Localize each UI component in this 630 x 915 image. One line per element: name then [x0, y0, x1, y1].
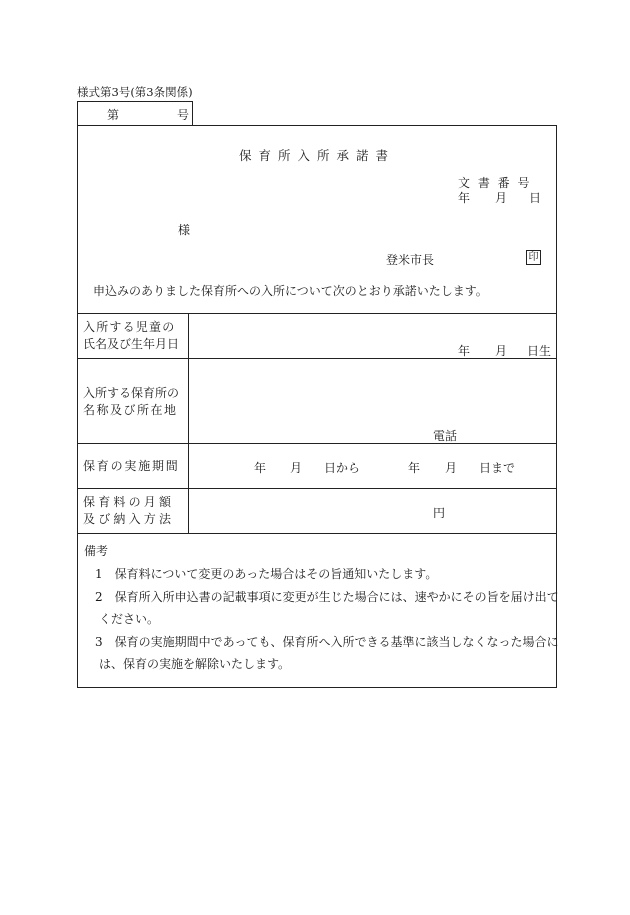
child-label-line2: 氏名及び生年月日 [83, 337, 180, 351]
issuer-title: 登米市長 [386, 253, 435, 267]
facility-label-line2: 名称及び所在地 [83, 403, 178, 417]
date-year: 年 [458, 191, 471, 205]
facility-label-line1: 入所する保育所の [83, 386, 180, 400]
fee-label-line2: 及び納入方法 [83, 512, 175, 526]
fee-label-line1: 保育料の月額 [83, 495, 175, 509]
addressee-suffix: 様 [178, 223, 191, 237]
period-start-year: 年 [254, 461, 267, 475]
period-end-day: 日まで [479, 461, 516, 475]
divider [78, 358, 556, 359]
form-label: 様式第3号(第3条関係) [77, 85, 193, 99]
number-suffix: 号 [177, 108, 190, 122]
period-start-month: 月 [290, 461, 303, 475]
birth-month: 月 [495, 344, 508, 358]
period-label: 保育の実施期間 [83, 459, 180, 473]
notes-heading: 備考 [84, 544, 109, 558]
birth-year: 年 [458, 344, 471, 358]
note-item: 1 保育料について変更のあった場合はその旨通知いたします。 [95, 567, 438, 581]
divider [78, 533, 556, 534]
child-label-line1: 入所する児童の [83, 320, 176, 334]
period-end-year: 年 [408, 461, 421, 475]
document-title: 保育所入所承諾書 [239, 148, 396, 163]
column-divider [188, 313, 189, 533]
document-number-box [77, 101, 193, 125]
intro-text: 申込みのありました保育所への入所について次のとおり承諾いたします。 [93, 284, 488, 298]
divider [78, 443, 556, 444]
divider [78, 488, 556, 489]
note-item-continuation: は、保育の実施を解除いたします。 [99, 657, 291, 671]
doc-number-label: 文 書 番 号 [458, 176, 530, 190]
form-body [77, 125, 557, 688]
date-month: 月 [495, 191, 508, 205]
period-start-day: 日から [324, 461, 361, 475]
number-prefix: 第 [107, 108, 120, 122]
divider [78, 313, 556, 314]
note-item: 2 保育所入所申込書の記載事項に変更が生じた場合には、速やかにその旨を届け出て [95, 590, 559, 604]
note-item: 3 保育の実施期間中であっても、保育所へ入所できる基準に該当しなくなった場合に [95, 635, 559, 649]
fee-unit: 円 [433, 506, 446, 520]
seal-mark: 印 [526, 250, 541, 265]
period-end-month: 月 [445, 461, 458, 475]
note-item-continuation: ください。 [99, 612, 160, 626]
birth-day: 日生 [527, 344, 552, 358]
date-day: 日 [529, 191, 542, 205]
phone-label: 電話 [433, 429, 458, 443]
